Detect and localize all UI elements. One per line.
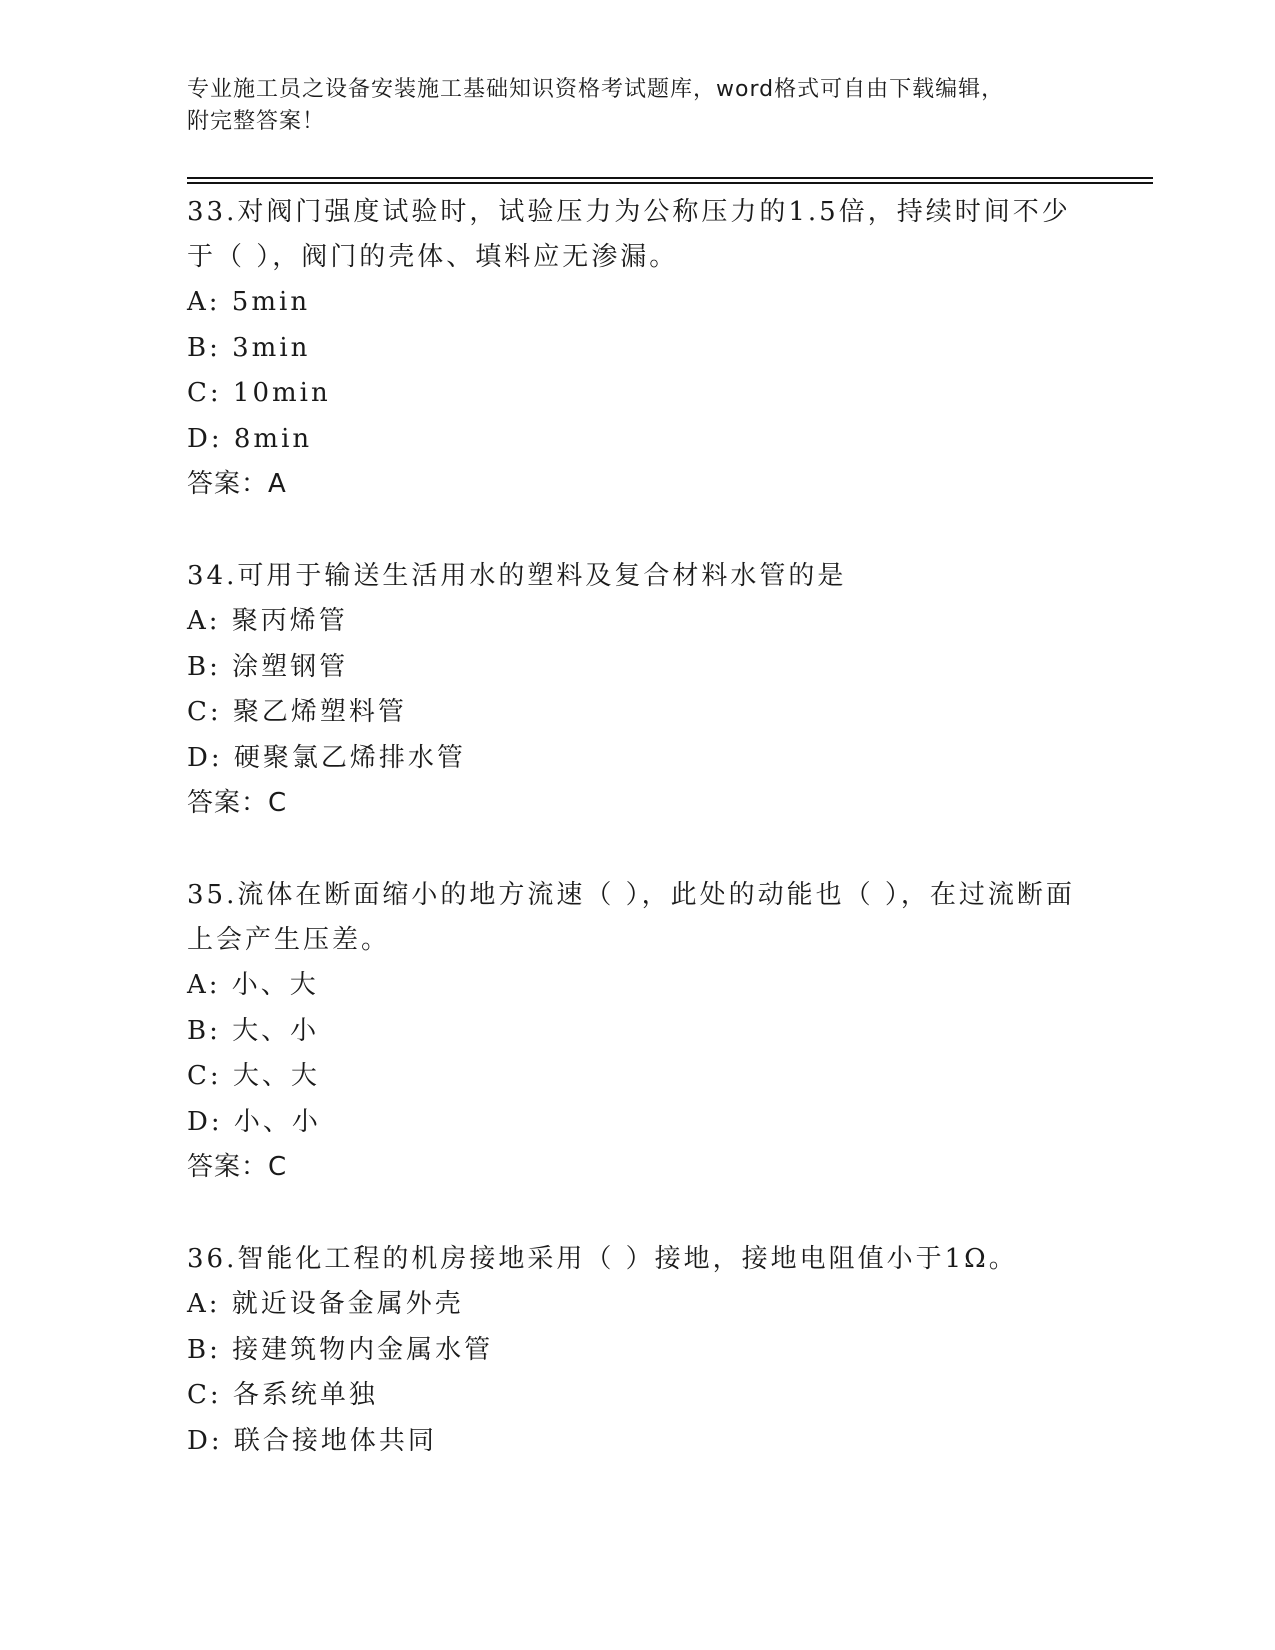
option-d: D: 8min [187, 423, 313, 454]
header-divider-bottom [187, 182, 1153, 184]
option-a: A: 5min [187, 287, 311, 317]
option-d: D: 小、小 [187, 1106, 321, 1137]
option-a: A: 聚丙烯管 [187, 606, 348, 636]
question-stem: 35.流体在断面缩小的地方流速（ ），此处的动能也（ ），在过流断面上会产生压差。 [187, 880, 1075, 955]
question-36 [187, 1237, 1087, 1464]
question-34 [187, 554, 1087, 826]
question-35 [187, 873, 1087, 1190]
option-c: C: 大、大 [187, 1061, 320, 1091]
option-b: B: 大、小 [187, 1015, 320, 1046]
header-line-1: 专业施工员之设备安装施工基础知识资格考试题库，word格式可自由下载编辑， [187, 77, 1005, 102]
answer-label: 答案：C [187, 788, 288, 818]
option-b: B: 接建筑物内金属水管 [187, 1334, 494, 1365]
header-line-2: 附完整答案！ [187, 109, 326, 134]
question-stem: 33.对阀门强度试验时，试验压力为公称压力的1.5倍，持续时间不少于（ ），阀门的壳体、填料应无渗漏。 [187, 197, 1071, 272]
option-d: D: 硬聚氯乙烯排水管 [187, 742, 466, 773]
answer-label: 答案：C [187, 1152, 288, 1182]
option-a: A: 就近设备金属外壳 [187, 1289, 464, 1319]
question-stem: 34.可用于输送生活用水的塑料及复合材料水管的是 [187, 561, 847, 591]
document-header [187, 74, 1087, 138]
option-c: C: 10min [187, 378, 331, 408]
option-b: B: 涂塑钢管 [187, 651, 349, 682]
option-c: C: 各系统单独 [187, 1380, 378, 1410]
answer-label: 答案：A [187, 469, 287, 499]
option-d: D: 联合接地体共同 [187, 1425, 437, 1456]
question-list [187, 190, 1087, 1511]
header-divider-top [187, 177, 1153, 179]
question-33 [187, 190, 1087, 507]
option-b: B: 3min [187, 332, 311, 363]
option-a: A: 小、大 [187, 970, 319, 1000]
option-c: C: 聚乙烯塑料管 [187, 697, 407, 727]
question-stem: 36.智能化工程的机房接地采用（ ）接地，接地电阻值小于1Ω。 [187, 1244, 1018, 1274]
